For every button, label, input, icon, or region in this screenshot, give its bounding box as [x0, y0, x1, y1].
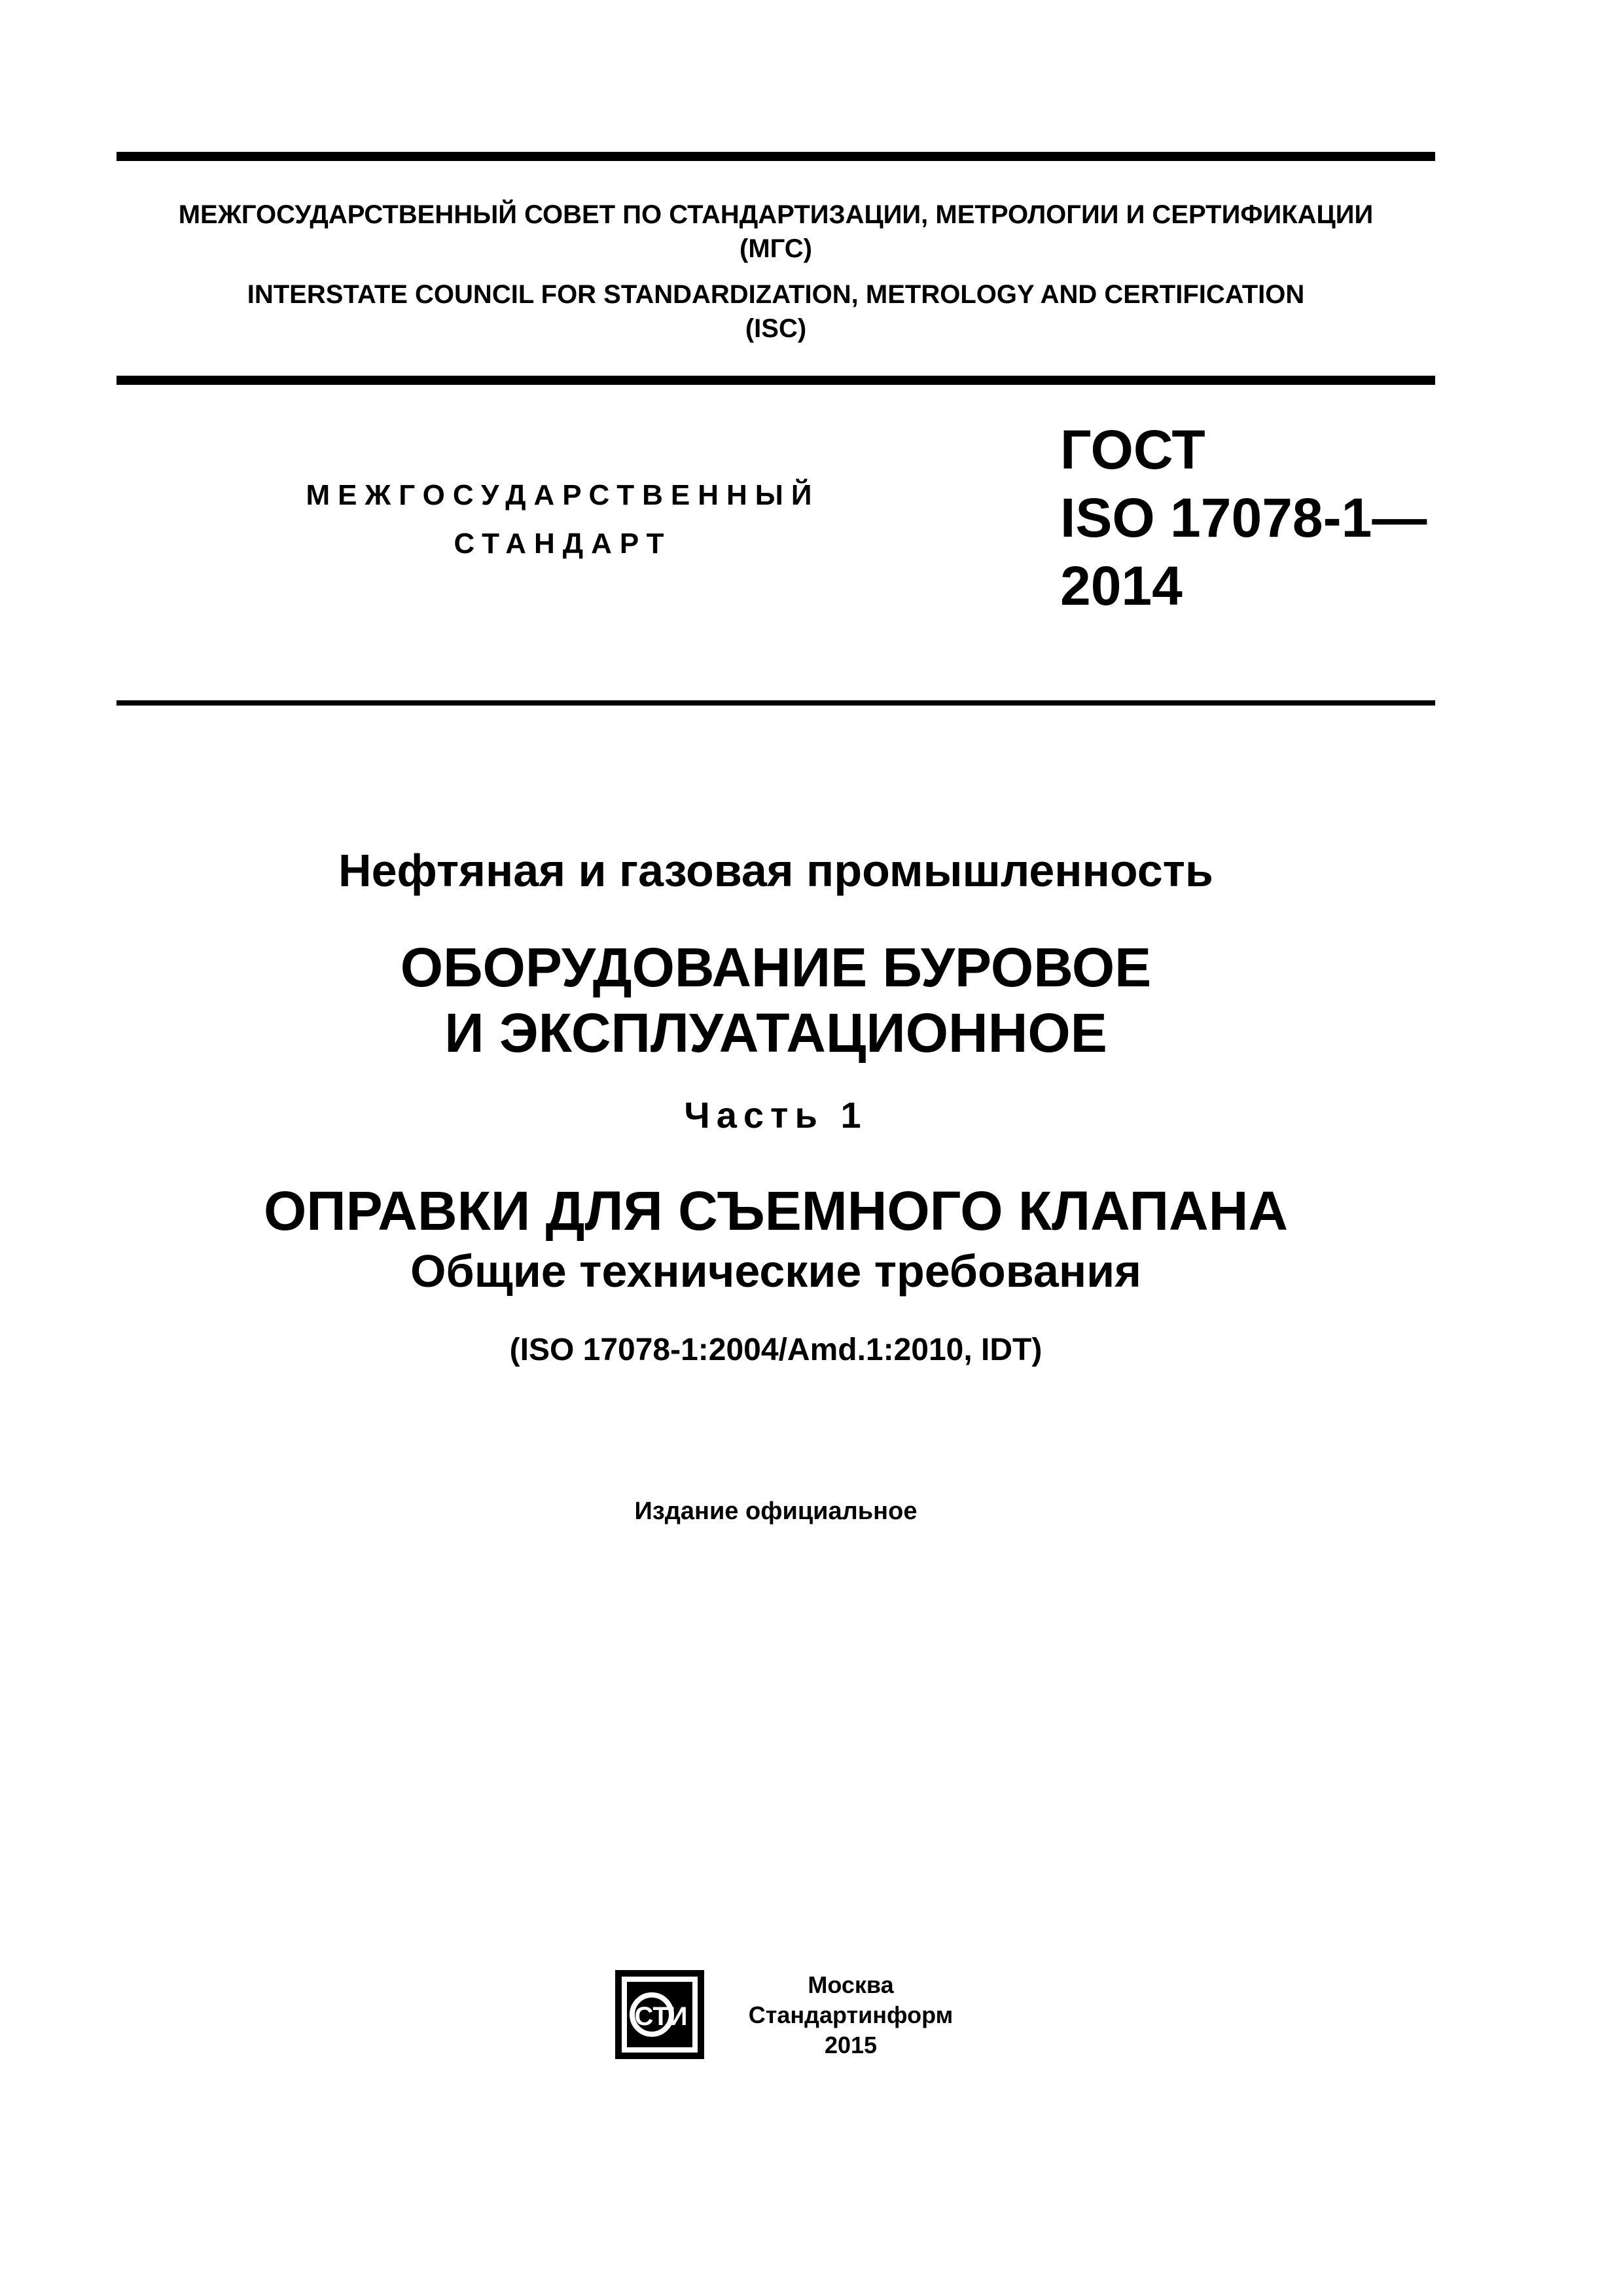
- council-name-ru: [116, 198, 1435, 266]
- middle-thick-rule: [116, 376, 1435, 385]
- standard-designation-line1: ГОСТ: [1060, 419, 1205, 480]
- council-name-en: [116, 278, 1435, 346]
- part-number: Часть 1: [684, 1094, 868, 1136]
- publication-year: 2015: [824, 2032, 878, 2058]
- edition-note: Издание официальное: [634, 1498, 918, 1525]
- document-title: [116, 935, 1435, 1066]
- council-name-ru-line1: МЕЖГОСУДАРСТВЕННЫЙ СОВЕТ ПО СТАНДАРТИЗАЦИИ, МЕТРОЛОГИИ И СЕРТИФИКАЦИИ: [178, 200, 1374, 229]
- section-rule: [116, 700, 1435, 706]
- publisher-city: Москва: [808, 1971, 894, 1998]
- council-abbr-en: (ISC): [745, 314, 807, 343]
- standard-type-label: [236, 471, 890, 568]
- standard-designation: [1060, 416, 1427, 620]
- part-title: ОПРАВКИ ДЛЯ СЪЕМНОГО КЛАПАНА: [263, 1180, 1289, 1242]
- standard-designation-line2: ISO 17078-1—: [1060, 487, 1427, 548]
- council-abbr-ru: (МГС): [740, 234, 812, 263]
- document-title-line2: И ЭКСПЛУАТАЦИОННОЕ: [444, 1002, 1107, 1064]
- logo-lettering: СТИ: [634, 2002, 688, 2031]
- top-thick-rule: [116, 152, 1435, 161]
- document-title-line1: ОБОРУДОВАНИЕ БУРОВОЕ: [400, 937, 1152, 998]
- council-name-en-line1: INTERSTATE COUNCIL FOR STANDARDIZATION, METROLOGY AND CERTIFICATION: [247, 280, 1305, 309]
- standard-type-line1: МЕЖГОСУДАРСТВЕННЫЙ: [306, 479, 820, 511]
- standartinform-logo-icon: [615, 1970, 704, 2059]
- standard-designation-line3: 2014: [1060, 555, 1183, 617]
- part-subtitle: Общие технические требования: [410, 1246, 1141, 1297]
- standard-type-line2: СТАНДАРТ: [454, 528, 672, 560]
- publisher-name: Стандартинформ: [748, 2001, 954, 2028]
- industry-heading: Нефтяная и газовая промышленность: [338, 845, 1213, 896]
- publisher-block: [720, 1970, 982, 2060]
- iso-reference: (ISO 17078-1:2004/Amd.1:2010, IDT): [509, 1333, 1043, 1367]
